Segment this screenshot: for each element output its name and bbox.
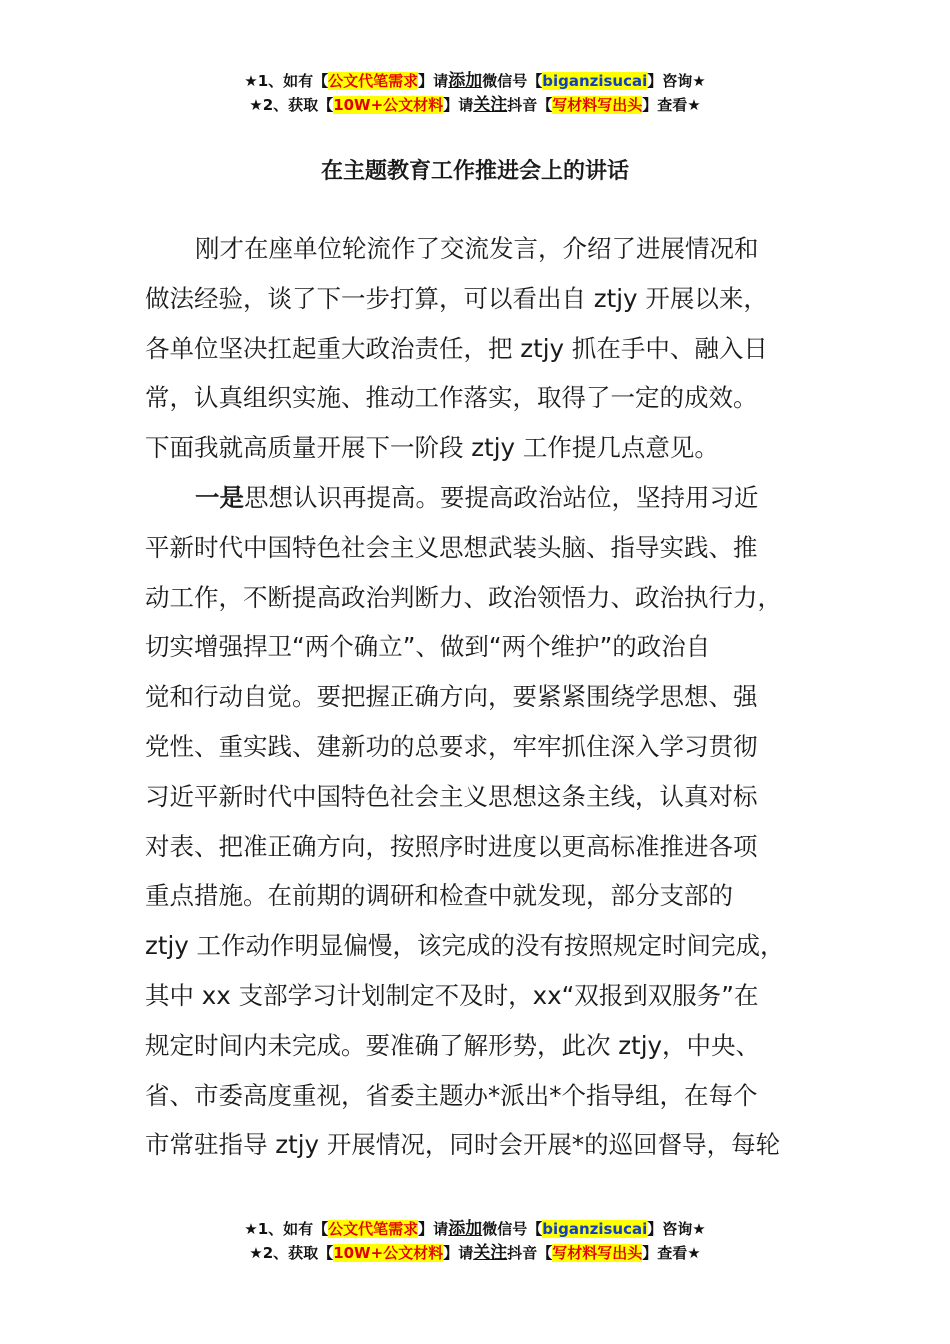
body-line-point-one [145,473,810,523]
banner-text: 】请 [443,1244,474,1262]
body-line: 省、市委高度重视，省委主题办*派出*个指导组，在每个 [145,1080,758,1110]
body-line: 对表、把准正确方向，按照序时进度以更高标准推进各项 [145,831,758,861]
banner-highlight: 公文代笔需求 [328,72,419,90]
wechat-id-highlight: biganzisucai [542,72,648,90]
top-banner [0,69,950,117]
banner-line-1 [0,1217,950,1241]
banner-text: 】请 [443,96,474,114]
banner-emphasis: 添加 [448,71,483,91]
body-line: 市常驻指导 ztjy 开展情况，同时会开展*的巡回督导，每轮 [145,1130,781,1160]
banner-text: 】请 [418,72,449,90]
body-line: 其中 xx 支部学习计划制定不及时，xx“双报到双服务”在 [145,980,759,1010]
banner-text: 抖音【 [507,96,553,114]
body-line: 习近平新时代中国特色社会主义思想这条主线，认真对标 [145,781,758,811]
banner-emphasis: 添加 [448,1219,483,1239]
body-line: 常，认真组织实施、推动工作落实，取得了一定的成效。 [145,383,758,413]
body-line: 党性、重实践、建新功的总要求，牢牢抓住深入学习贯彻 [145,731,758,761]
banner-text: 】查看★ [642,1244,701,1262]
banner-emphasis: 关注 [473,1243,508,1263]
banner-text: 抖音【 [507,1244,553,1262]
banner-text: ★2、获取【 [249,96,334,114]
banner-text: ★1、如有【 [244,72,329,90]
body-line: 动工作，不断提高政治判断力、政治领悟力、政治执行力， [145,582,782,612]
banner-emphasis: 关注 [473,95,508,115]
banner-highlight: 写材料写出头 [552,1244,643,1262]
banner-text: 】查看★ [642,96,701,114]
body-line: 下面我就高质量开展下一阶段 ztjy 工作提几点意见。 [145,433,719,463]
body-line: 做法经验，谈了下一步打算，可以看出自 ztjy 开展以来， [145,283,768,313]
banner-text: 】请 [418,1220,449,1238]
body-line: 平新时代中国特色社会主义思想武装头脑、指导实践、推 [145,532,758,562]
body-line: ztjy 工作动作明显偏慢，该完成的没有按照规定时间完成， [145,931,785,961]
point-text: 思想认识再提高。要提高政治站位，坚持用习近 [244,482,759,512]
banner-text: 】咨询★ [647,72,706,90]
bottom-banner [0,1217,950,1265]
banner-line-2 [0,1241,950,1265]
banner-line-1 [0,69,950,93]
banner-highlight: 公文代笔需求 [328,1220,419,1238]
body-line: 切实增强捍卫“两个确立”、做到“两个维护”的政治自 [145,632,711,662]
document-body [145,224,810,1170]
body-line: 重点措施。在前期的调研和检查中就发现，部分支部的 [145,881,733,911]
banner-text: 】咨询★ [647,1220,706,1238]
banner-highlight: 10W+公文材料 [333,1244,444,1262]
document-title: 在主题教育工作推进会上的讲话 [320,159,629,184]
banner-text: 微信号【 [482,72,543,90]
banner-highlight: 写材料写出头 [552,96,643,114]
banner-highlight: 10W+公文材料 [333,96,444,114]
banner-line-2 [0,93,950,117]
banner-text: 微信号【 [482,1220,543,1238]
body-line: 刚才在座单位轮流作了交流发言，介绍了进展情况和 [195,234,759,263]
point-lead: 一是 [195,482,244,512]
banner-text: ★2、获取【 [249,1244,334,1262]
body-line: 各单位坚决扛起重大政治责任，把 ztjy 抓在手中、融入日 [145,333,768,363]
wechat-id-highlight: biganzisucai [542,1220,648,1238]
body-line: 规定时间内未完成。要准确了解形势，此次 ztjy，中央、 [145,1030,761,1060]
body-line: 觉和行动自觉。要把握正确方向，要紧紧围绕学思想、强 [145,682,758,712]
banner-text: ★1、如有【 [244,1220,329,1238]
